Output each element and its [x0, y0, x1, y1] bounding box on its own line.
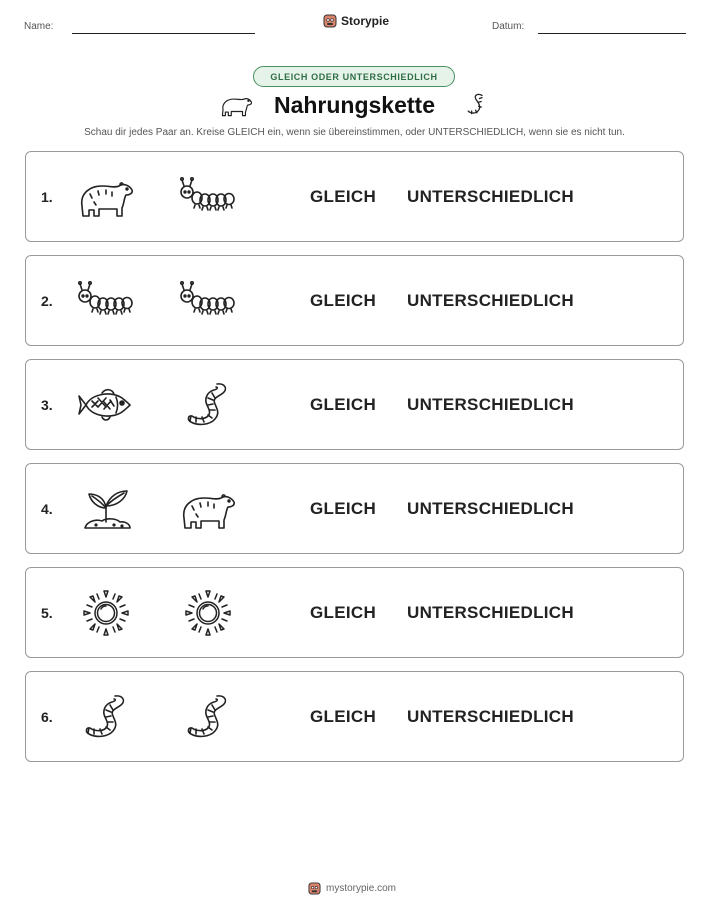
caterpillar-icon	[76, 276, 136, 326]
option-different[interactable]: UNTERSCHIEDLICH	[407, 499, 574, 518]
name-label: Name:	[24, 21, 54, 32]
option-same[interactable]: GLEICH	[310, 603, 377, 622]
sun-icon	[76, 588, 136, 638]
page-title: Nahrungskette	[273, 92, 436, 118]
bear-icon	[76, 172, 136, 222]
option-different[interactable]: UNTERSCHIEDLICH	[407, 707, 574, 726]
comparison-row	[25, 463, 684, 554]
row-number: 1.	[41, 189, 53, 205]
row-number: 3.	[41, 397, 53, 413]
row-number: 2.	[41, 293, 53, 309]
footer	[308, 881, 396, 896]
caterpillar-icon	[178, 172, 238, 222]
option-different[interactable]: UNTERSCHIEDLICH	[407, 291, 574, 310]
worm-icon	[178, 692, 238, 742]
comparison-row	[25, 255, 684, 346]
row-number: 4.	[41, 501, 53, 517]
option-same[interactable]: GLEICH	[310, 395, 377, 414]
caterpillar-icon	[178, 276, 238, 326]
comparison-row	[25, 151, 684, 242]
worksheet-type-badge: GLEICH ODER UNTERSCHIEDLICH	[253, 66, 455, 87]
bear-icon	[178, 484, 238, 534]
storypie-logo-icon	[308, 881, 321, 896]
option-same[interactable]: GLEICH	[310, 291, 377, 310]
date-line[interactable]	[538, 33, 686, 34]
date-label: Datum:	[492, 21, 525, 32]
option-different[interactable]: UNTERSCHIEDLICH	[407, 395, 574, 414]
name-line[interactable]	[72, 33, 255, 34]
option-same[interactable]: GLEICH	[310, 707, 377, 726]
comparison-row	[25, 671, 684, 762]
comparison-row	[25, 359, 684, 450]
worm-icon	[178, 380, 238, 430]
brand-name: Storypie	[341, 14, 390, 28]
sun-icon	[178, 588, 238, 638]
worm-icon	[463, 89, 489, 126]
brand-logo	[323, 13, 389, 29]
sprout-icon	[76, 484, 136, 534]
option-different[interactable]: UNTERSCHIEDLICH	[407, 603, 574, 622]
row-number: 5.	[41, 605, 53, 621]
storypie-logo-icon	[323, 13, 337, 29]
option-different[interactable]: UNTERSCHIEDLICH	[407, 187, 574, 206]
option-same[interactable]: GLEICH	[310, 499, 377, 518]
row-number: 6.	[41, 709, 53, 725]
option-same[interactable]: GLEICH	[310, 187, 377, 206]
fish-icon	[76, 380, 136, 430]
footer-site: mystorypie.com	[326, 883, 397, 894]
worm-icon	[76, 692, 136, 742]
instructions-text: Schau dir jedes Paar an. Kreise GLEICH ein, wenn sie übereinstimmen, oder UNTERSCHIEDLICH, wenn sie es nicht tun.	[84, 127, 625, 138]
comparison-row	[25, 567, 684, 658]
